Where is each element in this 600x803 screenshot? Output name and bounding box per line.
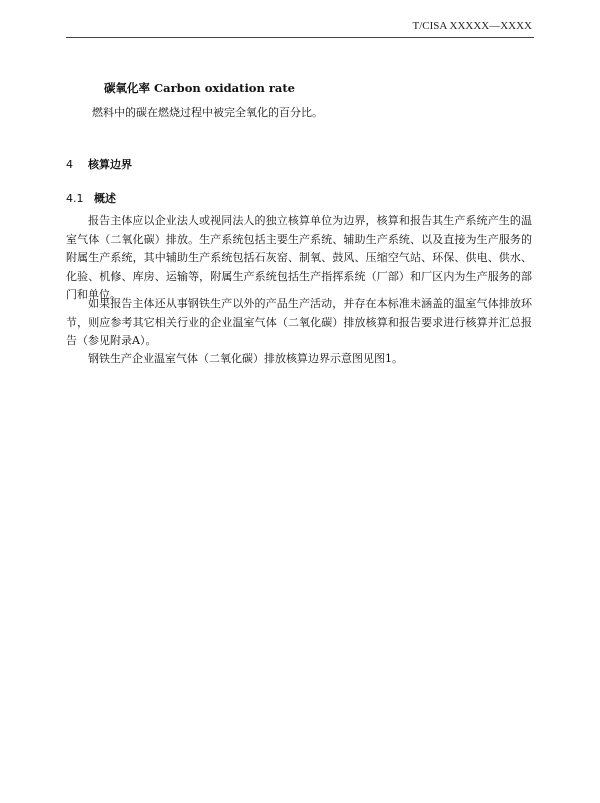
paragraph-figure-reference: 钢铁生产企业温室气体（二氧化碳）排放核算边界示意图见图1。 [88,352,403,365]
section-4-1-heading [66,190,116,206]
paragraph-other-products: 如果报告主体还从事钢铁生产以外的产品生产活动，并存在本标准未涵盖的温室气体排放环节，则应参考其它相关行业的企业温室气体（二氧化碳）排放核算和报告要求进行核算并汇总报告（参见附录A）。 [66,297,532,347]
section-4-heading [66,156,132,172]
header-rule [66,37,534,38]
section-4-1-title: 概述 [94,192,116,205]
section-4-1-number: 4.1 [66,192,84,205]
standard-code: T/CISA XXXXX—XXXX [412,20,532,32]
term-heading: 碳氧化率 Carbon oxidation rate [104,81,295,95]
section-4-number: 4 [66,158,73,171]
section-4-title: 核算边界 [88,158,132,171]
paragraph-boundary-scope: 报告主体应以企业法人或视同法人的独立核算单位为边界，核算和报告其生产系统产生的温室气体（二氧化碳）排放。生产系统包括主要生产系统、辅助生产系统、以及直接为生产服务的附属生产系统，其中辅助生产系统包括石灰窑、制氧、鼓风、压缩空气站、环保、供电、供水、化验、机修、库房、运输等，附属生产系统包括生产指挥系统（厂部）和厂区内为生产服务的部门和单位。 [66,214,532,301]
term-definition: 燃料中的碳在燃烧过程中被完全氧化的百分比。 [92,106,323,119]
